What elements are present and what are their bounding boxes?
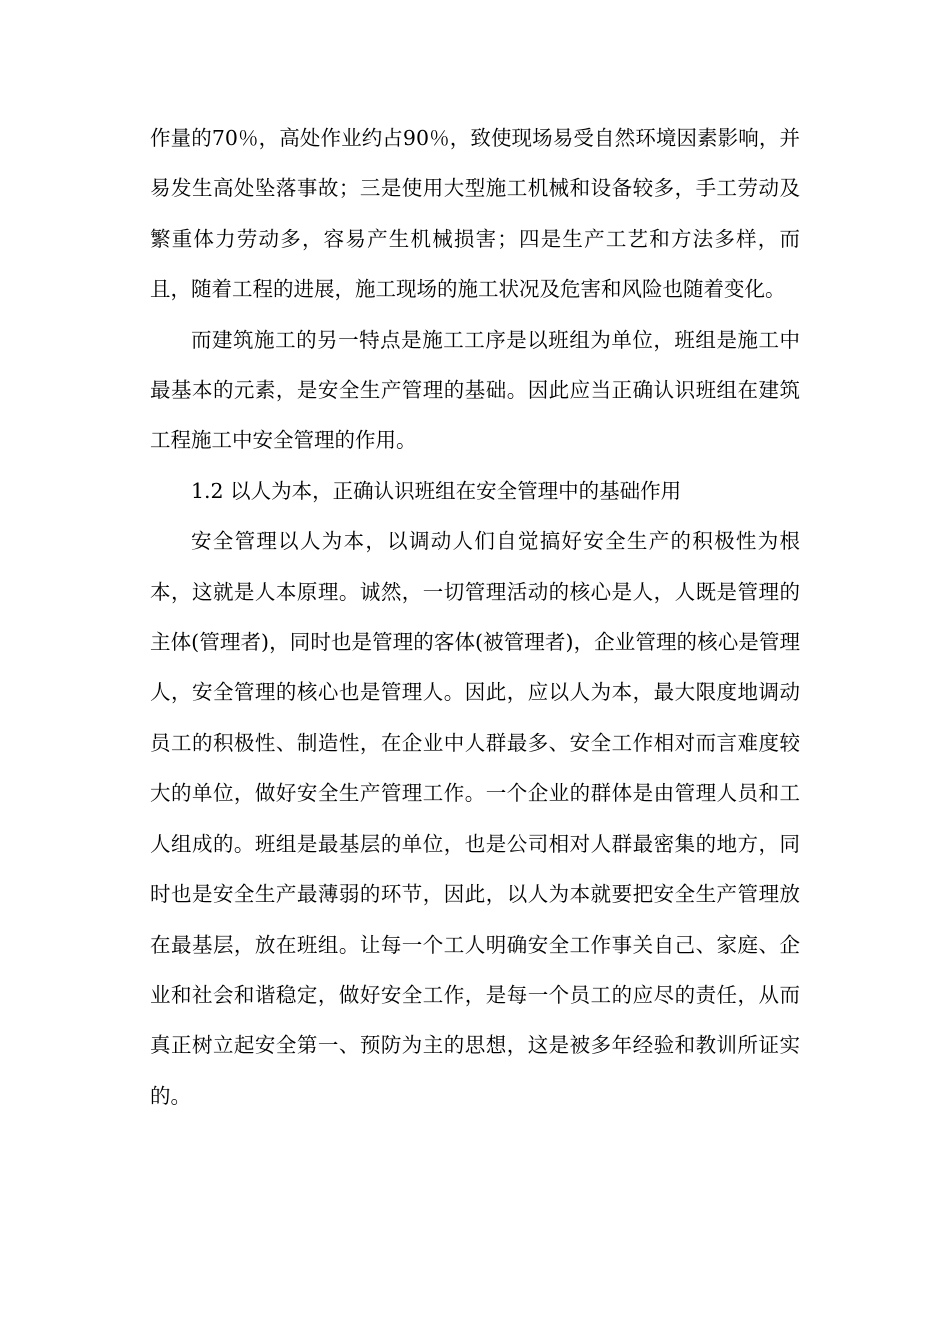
document-page <box>150 113 800 1121</box>
section-heading-1-2: 1.2 以人为本，正确认识班组在安全管理中的基础作用 <box>191 478 682 503</box>
paragraph-construction-feature: 而建筑施工的另一特点是施工工序是以班组为单位，班组是施工中最基本的元素，是安全生产管理的基础。因此应当正确认识班组在建筑工程施工中安全管理的作用。 <box>150 327 800 453</box>
paragraph-continued: 作量的70％，高处作业约占90％，致使现场易受自然环境因素影响，并易发生高处坠落事故；三是使用大型施工机械和设备较多，手工劳动及繁重体力劳动多，容易产生机械损害；四是生产工艺和方法多样，而且，随着工程的进展，施工现场的施工状况及危害和风险也随着变化。 <box>150 126 800 302</box>
paragraph-people-oriented: 安全管理以人为本，以调动人们自觉搞好安全生产的积极性为根本，这就是人本原理。诚然，一切管理活动的核心是人，人既是管理的主体(管理者)，同时也是管理的客体(被管理者)，企业管理的核心是管理人，安全管理的核心也是管理人。因此，应以人为本，最大限度地调动员工的积极性、制造性，在企业中人群最多、安全工作相对而言难度较大的单位，做好安全生产管理工作。一个企业的群体是由管理人员和工人组成的。班组是最基层的单位，也是公司相对人群最密集的地方，同时也是安全生产最薄弱的环节，因此，以人为本就要把安全生产管理放在最基层，放在班组。让每一个工人明确安全工作事关自己、家庭、企业和社会和谐稳定，做好安全工作，是每一个员工的应尽的责任，从而真正树立起安全第一、预防为主的思想，这是被多年经验和教训所证实的。 <box>150 529 800 1108</box>
